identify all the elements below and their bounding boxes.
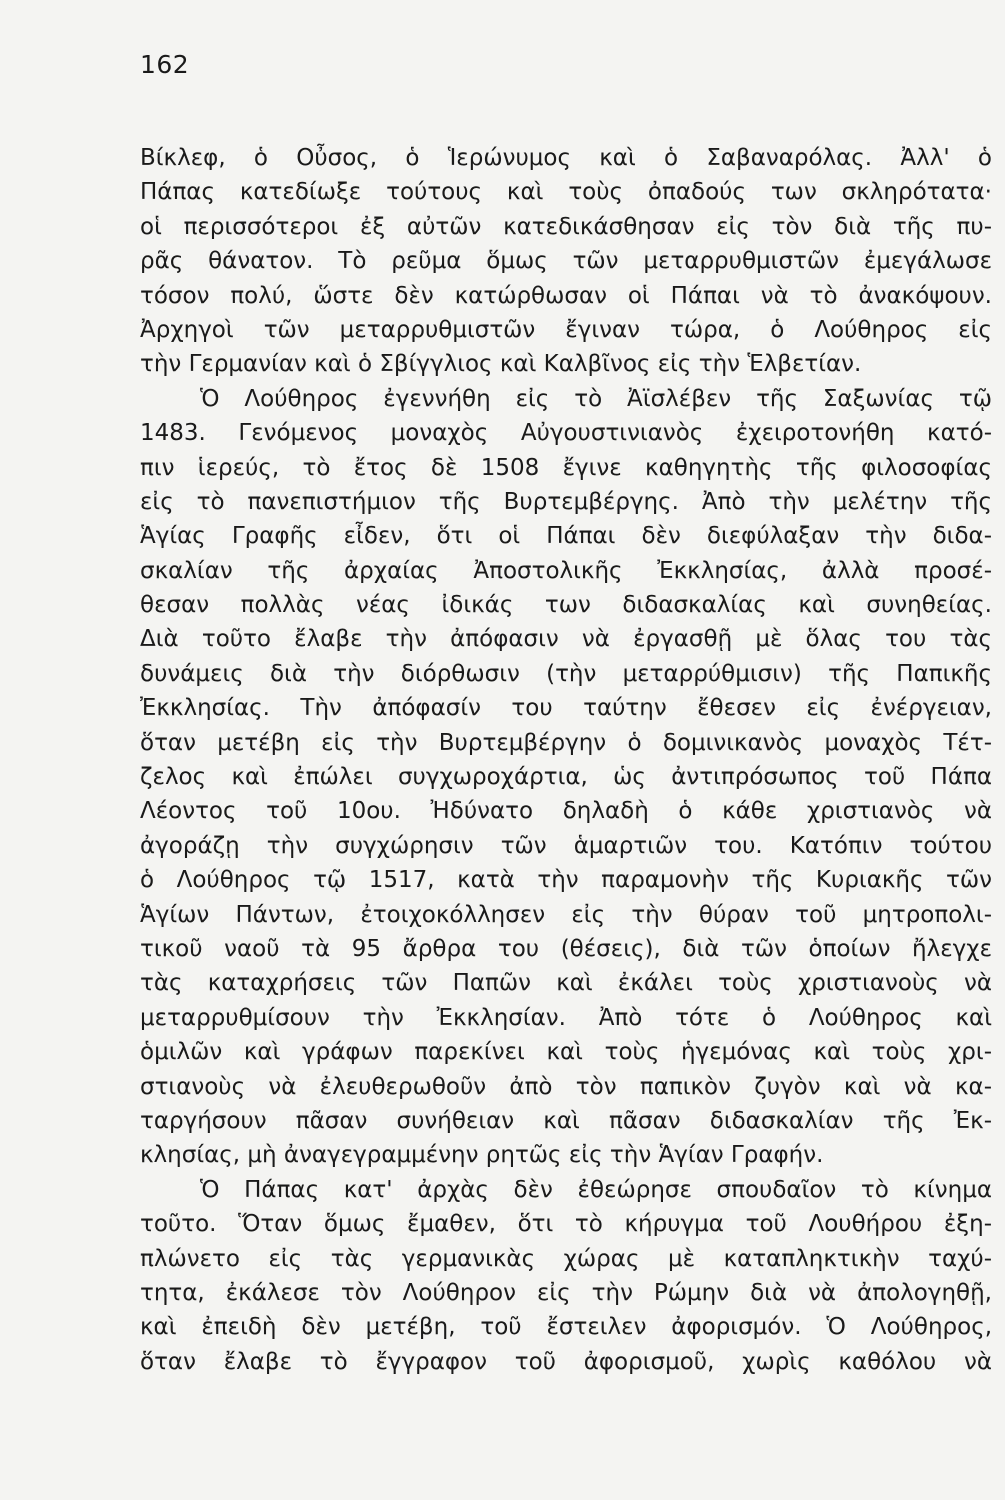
text-line: 1483. Γενόμενος μοναχὸς Αὐγουστινιανὸς ἐχειροτονήθη κατό- [140,420,992,447]
paragraph-start-line: Ὁ Λούθηρος ἐγεννήθη εἰς τὸ Ἀϊσλέβεν τῆς Σαξωνίας τῷ [200,385,992,412]
text-line: ὅταν ἔλαβε τὸ ἔγγραφον τοῦ ἀφορισμοῦ, χωρὶς καθόλου νὰ [140,1348,992,1375]
text-body [140,141,992,1379]
text-line: ἀγοράζῃ τὴν συγχώρησιν τῶν ἁμαρτιῶν του. Κατόπιν τούτου [140,832,992,859]
text-line: Ἁγίων Πάντων, ἐτοιχοκόλλησεν εἰς τὴν θύραν τοῦ μητροπολι- [140,901,992,928]
text-line: τὴν Γερμανίαν καὶ ὁ Σβίγγλιος καὶ Καλβῖνος εἰς τὴν Ἑλβετίαν. [140,351,862,378]
text-line: τικοῦ ναοῦ τὰ 95 ἄρθρα του (θέσεις), διὰ τῶν ὁποίων ἤλεγχε [140,935,992,962]
text-line: Βίκλεφ, ὁ Οὖσος, ὁ Ἱερώνυμος καὶ ὁ Σαβαναρόλας. Ἀλλ' ὁ [140,145,992,171]
text-line: ὁμιλῶν καὶ γράφων παρεκίνει καὶ τοὺς ἡγεμόνας καὶ τοὺς χρι- [140,1039,992,1066]
text-line: δυνάμεις διὰ τὴν διόρθωσιν (τὴν μεταρρύθμισιν) τῆς Παπικῆς [140,660,992,687]
text-line: κλησίας, μὴ ἀναγεγραμμένην ρητῶς εἰς τὴν Ἁγίαν Γραφήν. [140,1142,824,1169]
text-line: Λέοντος τοῦ 10ου. Ἠδύνατο δηλαδὴ ὁ κάθε χριστιανὸς νὰ [140,798,992,825]
text-line: ταργήσουν πᾶσαν συνήθειαν καὶ πᾶσαν διδασκαλίαν τῆς Ἐκ- [140,1107,992,1134]
text-line: καὶ ἐπειδὴ δὲν μετέβη, τοῦ ἔστειλεν ἀφορισμόν. Ὁ Λούθηρος, [140,1314,992,1341]
text-line: θεσαν πολλὰς νέας ἰδικάς των διδασκαλίας καὶ συνηθείας. [140,592,992,619]
text-line: Ἀρχηγοὶ τῶν μεταρρυθμιστῶν ἔγιναν τώρα, ὁ Λούθηρος εἰς [140,316,992,343]
text-line: πλώνετο εἰς τὰς γερμανικὰς χώρας μὲ καταπληκτικὴν ταχύ- [140,1245,992,1272]
text-line: Ἁγίας Γραφῆς εἶδεν, ὅτι οἱ Πάπαι δὲν διεφύλαξαν τὴν διδα- [140,523,992,550]
text-line: Ἐκκλησίας. Τὴν ἀπόφασίν του ταύτην ἔθεσεν εἰς ἐνέργειαν, [140,695,992,722]
text-line: οἱ περισσότεροι ἐξ αὐτῶν κατεδικάσθησαν εἰς τὸν διὰ τῆς πυ- [140,213,992,240]
text-line: ὁ Λούθηρος τῷ 1517, κατὰ τὴν παραμονὴν τῆς Κυριακῆς τῶν [140,867,992,894]
text-line: τητα, ἐκάλεσε τὸν Λούθηρον εἰς τὴν Ρώμην διὰ νὰ ἀπολογηθῇ, [140,1279,992,1306]
text-line: τοῦτο. Ὅταν ὅμως ἔμαθεν, ὅτι τὸ κήρυγμα τοῦ Λουθήρου ἐξη- [140,1211,992,1238]
text-line: τόσον πολύ, ὥστε δὲν κατώρθωσαν οἱ Πάπαι νὰ τὸ ἀνακόψουν. [140,282,992,309]
text-line: εἰς τὸ πανεπιστήμιον τῆς Βυρτεμβέργης. Ἀπὸ τὴν μελέτην τῆς [140,488,992,515]
text-line: Διὰ τοῦτο ἔλαβε τὴν ἀπόφασιν νὰ ἐργασθῇ μὲ ὅλας του τὰς [140,626,992,653]
text-line: Πάπας κατεδίωξε τούτους καὶ τοὺς ὀπαδούς των σκληρότατα· [140,179,992,206]
paragraph-start-line: Ὁ Πάπας κατ' ἀρχὰς δὲν ἐθεώρησε σπουδαῖον τὸ κίνημα [200,1176,992,1203]
page-number: 162 [140,50,190,79]
text-line: στιανοὺς νὰ ἐλευθερωθοῦν ἀπὸ τὸν παπικὸν ζυγὸν καὶ νὰ κα- [140,1073,992,1100]
text-line: μεταρρυθμίσουν τὴν Ἐκκλησίαν. Ἀπὸ τότε ὁ Λούθηρος καὶ [140,1004,992,1031]
text-line: πιν ἱερεύς, τὸ ἔτος δὲ 1508 ἔγινε καθηγητὴς τῆς φιλοσοφίας [140,454,992,481]
text-line: ρᾶς θάνατον. Τὸ ρεῦμα ὅμως τῶν μεταρρυθμιστῶν ἐμεγάλωσε [140,248,992,275]
text-line: ὅταν μετέβη εἰς τὴν Βυρτεμβέργην ὁ δομινικανὸς μοναχὸς Τέτ- [140,729,992,756]
text-line: τὰς καταχρήσεις τῶν Παπῶν καὶ ἐκάλει τοὺς χριστιανοὺς νὰ [140,970,992,997]
text-line: σκαλίαν τῆς ἀρχαίας Ἀποστολικῆς Ἐκκλησίας, ἀλλὰ προσέ- [140,557,992,584]
text-line: ζελος καὶ ἐπώλει συγχωροχάρτια, ὡς ἀντιπρόσωπος τοῦ Πάπα [140,764,992,791]
